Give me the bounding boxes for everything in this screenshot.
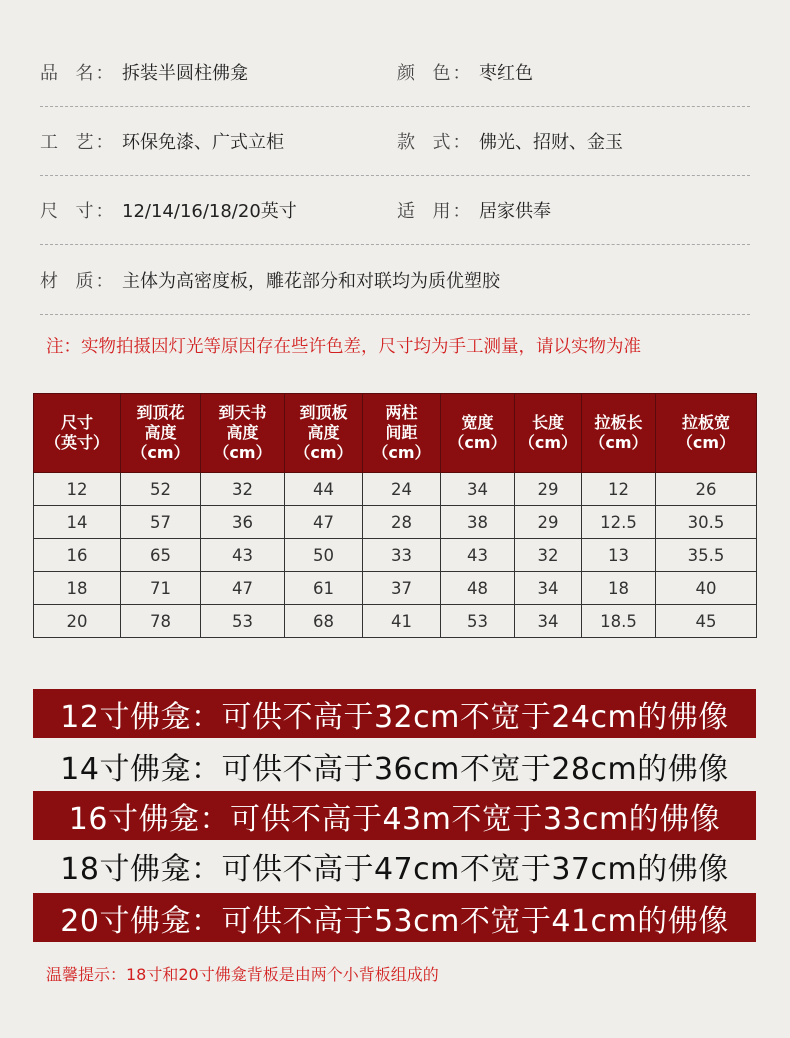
table-cell: 16 [34, 539, 121, 572]
table-cell: 47 [285, 506, 363, 539]
spec-row-size-use [40, 176, 750, 245]
capacity-bar-20: 20寸佛龛：可供不高于53cm不宽于41cm的佛像 [33, 893, 756, 942]
table-cell: 12.5 [582, 506, 656, 539]
spec-value: 居家供奉 [479, 201, 551, 222]
table-cell: 14 [34, 506, 121, 539]
column-header-line: 到顶花 [136, 403, 185, 422]
column-header-line: （cm） [213, 443, 272, 462]
table-cell: 18.5 [582, 605, 656, 638]
column-header-line: 到天书 [218, 403, 267, 422]
table-cell: 36 [201, 506, 285, 539]
capacity-bar-18: 18寸佛龛：可供不高于47cm不宽于37cm的佛像 [60, 851, 729, 887]
spec-label: 尺 寸： [40, 201, 116, 222]
column-header-line: 高度 [307, 423, 340, 442]
column-header [656, 394, 757, 473]
spec-row-craft-style [40, 107, 750, 176]
table-cell: 45 [656, 605, 757, 638]
column-header-line: 拉板长 [594, 413, 643, 432]
table-cell: 30.5 [656, 506, 757, 539]
table-row [34, 539, 757, 572]
table-cell: 61 [285, 572, 363, 605]
capacity-bar-16: 16寸佛龛：可供不高于43m不宽于33cm的佛像 [33, 791, 756, 840]
table-row [34, 605, 757, 638]
table-row [34, 473, 757, 506]
spec-value: 12/14/16/18/20英寸 [122, 201, 297, 222]
table-cell: 34 [441, 473, 515, 506]
column-header-line: 两柱 [385, 403, 418, 422]
table-row [34, 572, 757, 605]
column-header-line: 拉板宽 [681, 413, 730, 432]
spec-value: 环保免漆、广式立柜 [122, 132, 284, 153]
table-cell: 12 [582, 473, 656, 506]
table-cell: 32 [515, 539, 582, 572]
table-cell: 29 [515, 506, 582, 539]
column-header-line: （cm） [448, 433, 507, 452]
table-cell: 65 [121, 539, 201, 572]
spec-row-material [40, 245, 750, 315]
spec-craft [40, 128, 397, 154]
table-cell: 50 [285, 539, 363, 572]
product-specs [40, 38, 750, 315]
table-cell: 38 [441, 506, 515, 539]
spec-color [397, 59, 533, 85]
color-size-note: 注：实物拍摄因灯光等原因存在些许色差，尺寸均为手工测量，请以实物为准 [46, 337, 641, 357]
spec-label: 材 质： [40, 270, 116, 292]
column-header [34, 394, 121, 473]
column-header [515, 394, 582, 473]
spec-label: 颜 色： [397, 63, 473, 84]
table-cell: 34 [515, 572, 582, 605]
table-cell: 20 [34, 605, 121, 638]
warm-tip: 温馨提示：18寸和20寸佛龛背板是由两个小背板组成的 [46, 965, 439, 984]
column-header-line: 到顶板 [299, 403, 348, 422]
spec-use [397, 197, 551, 223]
table-cell: 43 [201, 539, 285, 572]
column-header-line: （cm） [131, 443, 190, 462]
table-cell: 71 [121, 572, 201, 605]
spec-label: 款 式： [397, 132, 473, 153]
table-row [34, 506, 757, 539]
table-cell: 12 [34, 473, 121, 506]
table-cell: 53 [441, 605, 515, 638]
table-cell: 26 [656, 473, 757, 506]
table-cell: 34 [515, 605, 582, 638]
column-header-line: （英寸） [44, 433, 109, 452]
spec-size [40, 197, 397, 223]
table-cell: 40 [656, 572, 757, 605]
column-header [201, 394, 285, 473]
spec-value: 枣红色 [479, 63, 533, 84]
capacity-bar-14: 14寸佛龛：可供不高于36cm不宽于28cm的佛像 [60, 751, 729, 787]
spec-value: 佛光、招财、金玉 [479, 132, 623, 153]
column-header-line: 高度 [226, 423, 259, 442]
column-header-line: （cm） [294, 443, 353, 462]
column-header-line: （cm） [518, 433, 578, 452]
capacity-bar-12: 12寸佛龛：可供不高于32cm不宽于24cm的佛像 [33, 689, 756, 738]
column-header [363, 394, 441, 473]
spec-name [40, 59, 397, 85]
column-header [582, 394, 656, 473]
spec-label: 品 名： [40, 63, 116, 84]
spec-material [40, 267, 750, 293]
table-cell: 24 [363, 473, 441, 506]
table-cell: 52 [121, 473, 201, 506]
table-cell: 32 [201, 473, 285, 506]
column-header-line: （cm） [589, 433, 648, 452]
table-cell: 53 [201, 605, 285, 638]
table-body [34, 473, 757, 638]
column-header-line: （cm） [676, 433, 736, 452]
column-header-line: 长度 [531, 413, 564, 432]
table-cell: 48 [441, 572, 515, 605]
table-cell: 57 [121, 506, 201, 539]
column-header-line: （cm） [372, 443, 431, 462]
column-header [285, 394, 363, 473]
table-cell: 13 [582, 539, 656, 572]
column-header [441, 394, 515, 473]
dimension-table [33, 393, 757, 638]
spec-label: 适 用： [397, 201, 473, 222]
table-cell: 18 [582, 572, 656, 605]
table-header-row [34, 394, 757, 473]
table-cell: 33 [363, 539, 441, 572]
table-cell: 43 [441, 539, 515, 572]
column-header [121, 394, 201, 473]
column-header-line: 高度 [144, 423, 177, 442]
column-header-line: 尺寸 [60, 413, 93, 432]
spec-label: 工 艺： [40, 132, 116, 153]
table-cell: 35.5 [656, 539, 757, 572]
table-cell: 37 [363, 572, 441, 605]
table-cell: 44 [285, 473, 363, 506]
spec-style [397, 128, 623, 154]
table-cell: 78 [121, 605, 201, 638]
spec-row-name-color [40, 38, 750, 107]
column-header-line: 宽度 [461, 413, 494, 432]
table-cell: 47 [201, 572, 285, 605]
column-header-line: 间距 [385, 423, 418, 442]
table-cell: 18 [34, 572, 121, 605]
table-cell: 29 [515, 473, 582, 506]
spec-value: 主体为高密度板，雕花部分和对联均为质优塑胶 [122, 270, 500, 292]
table-cell: 68 [285, 605, 363, 638]
spec-value: 拆装半圆柱佛龛 [122, 63, 248, 84]
table-cell: 41 [363, 605, 441, 638]
table-cell: 28 [363, 506, 441, 539]
